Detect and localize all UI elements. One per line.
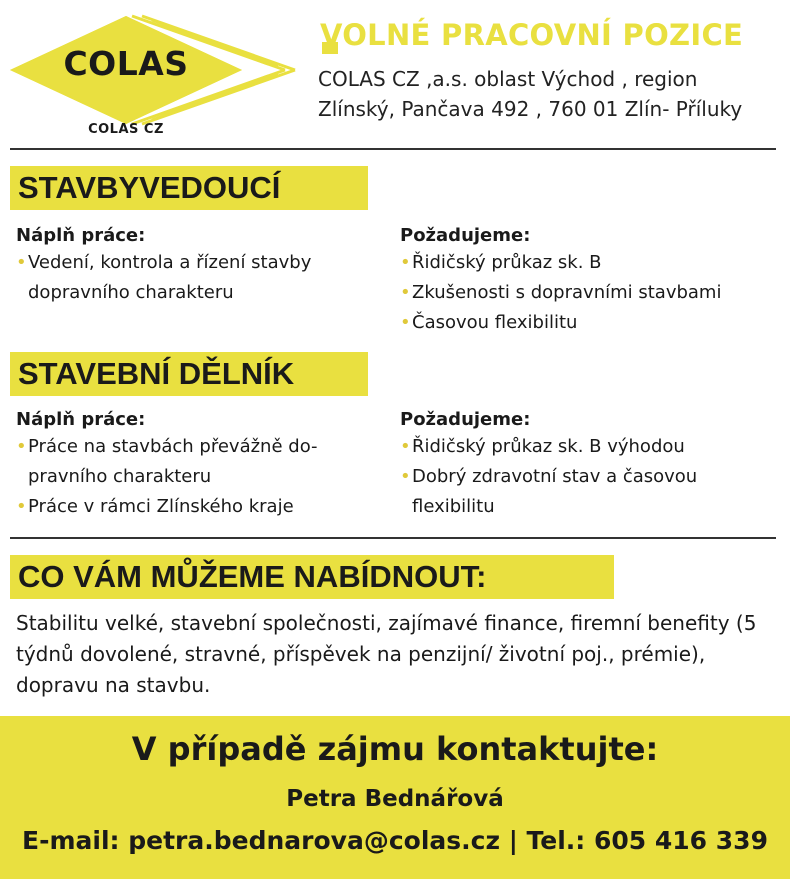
contact-title: V případě zájmu kontaktujte: [131, 730, 659, 768]
list-item: • Práce na stavbách převážně do-pravního charakteru [16, 432, 376, 492]
divider [10, 148, 776, 150]
list-item: • Řidičský průkaz sk. B [400, 248, 780, 278]
duties-heading: Náplň práce: [16, 409, 146, 430]
requirements-heading: Požadujeme: [400, 225, 531, 246]
section-banner-stavebni-delnik: STAVEBNÍ DĚLNÍK [10, 352, 368, 396]
requirements-heading: Požadujeme: [400, 409, 531, 430]
contact-box [0, 716, 790, 879]
requirements-column [400, 224, 780, 338]
duties-column [16, 224, 376, 308]
contact-details: E-mail: petra.bednarova@colas.cz | Tel.: 605 416 339 [22, 826, 768, 855]
list-item: • Práce v rámci Zlínského kraje [16, 492, 376, 522]
section-banner-stavbyvedouci: STAVBYVEDOUCÍ [10, 166, 368, 210]
list-item: • Časovou flexibilitu [400, 308, 780, 338]
list-item: • Vedení, kontrola a řízení stavby dopravního charakteru [16, 248, 376, 308]
address-line: Zlínský, Pančava 492 , 760 01 Zlín- Příluky [318, 97, 743, 121]
list-item: • Dobrý zdravotní stav a časovou flexibilitu [400, 462, 770, 522]
address-line: COLAS CZ ,a.s. oblast Východ , region [318, 67, 698, 91]
section-banner-offer: CO VÁM MŮŽEME NABÍDNOUT: [10, 555, 614, 599]
duties-heading: Náplň práce: [16, 225, 146, 246]
list-item: • Zkušenosti s dopravními stavbami [400, 278, 780, 308]
requirements-column [400, 408, 770, 522]
logo-brand-text: COLAS [63, 44, 189, 83]
colas-logo [10, 8, 300, 143]
company-address [318, 64, 742, 124]
duties-column [16, 408, 376, 522]
list-item: • Řidičský průkaz sk. B výhodou [400, 432, 770, 462]
divider [10, 537, 776, 539]
contact-name: Petra Bednářová [286, 786, 504, 812]
offer-text: Stabilitu velké, stavební společnosti, zajímavé finance, firemní benefity (5 týdnů dovolené, stravné, příspěvek na penzijní/ životní poj., prémie), dopravu na stavbu. [16, 611, 757, 697]
page-title: VOLNÉ PRACOVNÍ POZICE [320, 18, 744, 52]
logo-subtitle: COLAS CZ [88, 122, 164, 137]
